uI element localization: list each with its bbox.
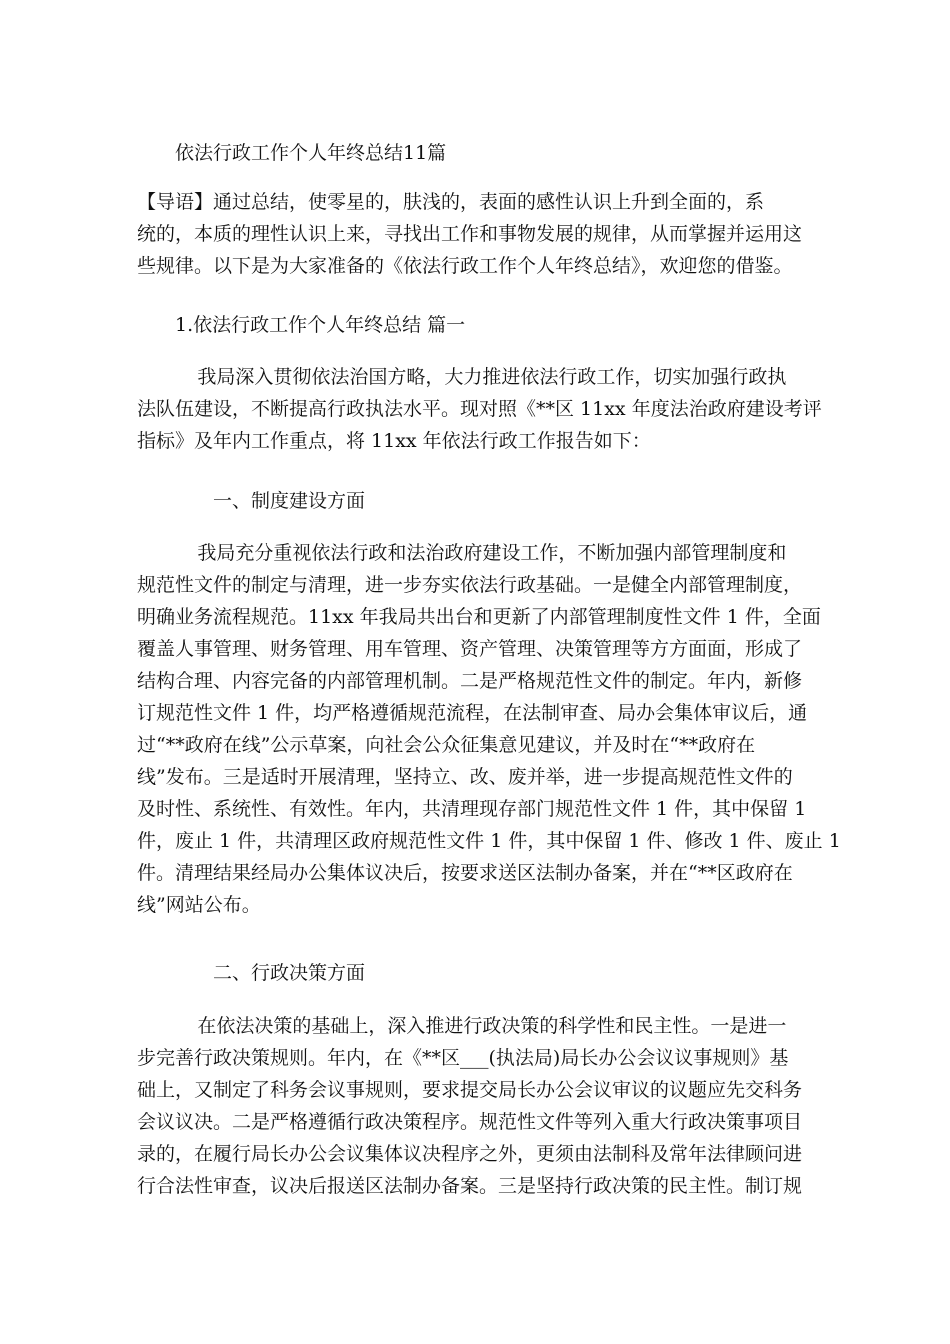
intro-paragraph xyxy=(137,186,857,282)
text-line: 会议议决。二是严格遵循行政决策程序。规范性文件等列入重大行政决策事项目 xyxy=(137,1111,803,1133)
body-paragraph-2 xyxy=(137,537,857,921)
text-line: 结构合理、内容完备的内部管理机制。二是严格规范性文件的制定。年内，新修 xyxy=(137,670,803,692)
section-heading-2: 二、行政决策方面 xyxy=(213,962,366,984)
text-line: 规范性文件的制定与清理，进一步夯实依法行政基础。一是健全内部管理制度， xyxy=(137,574,803,596)
text-line: 件。清理结果经局办公集体议决后，按要求送区法制办备案，并在“**区政府在 xyxy=(137,862,793,884)
text-line: 订规范性文件 1 件，均严格遵循规范流程，在法制审查、局办会集体审议后，通 xyxy=(137,702,808,724)
body-paragraph-3 xyxy=(137,1010,857,1202)
text-line: 法队伍建设，不断提高行政执法水平。现对照《**区 11xx 年度法治政府建设考评 xyxy=(137,398,822,420)
text-line: 线”发布。三是适时开展清理，坚持立、改、废并举，进一步提高规范性文件的 xyxy=(137,766,793,788)
text-line: 覆盖人事管理、财务管理、用车管理、资产管理、决策管理等方方面面，形成了 xyxy=(137,638,803,660)
text-line: 统的，本质的理性认识上来，寻找出工作和事物发展的规律，从而掌握并运用这 xyxy=(137,223,803,245)
text-line: 【导语】通过总结，使零星的，肤浅的，表面的感性认识上升到全面的，系 xyxy=(137,191,765,213)
text-line: 录的，在履行局长办公会议集体议决程序之外，更须由法制科及常年法律顾问进 xyxy=(137,1143,803,1165)
text-line: 及时性、系统性、有效性。年内，共清理现存部门规范性文件 1 件，其中保留 1 xyxy=(137,798,807,820)
text-line: 我局充分重视依法行政和法治政府建设工作，不断加强内部管理制度和 xyxy=(137,542,787,564)
text-line: 明确业务流程规范。11xx 年我局共出台和更新了内部管理制度性文件 1 件，全面 xyxy=(137,606,821,628)
text-line: 础上，又制定了科务会议事规则，要求提交局长办公会议审议的议题应先交科务 xyxy=(137,1079,803,1101)
text-line: 行合法性审查，议决后报送区法制办备案。三是坚持行政决策的民主性。制订规 xyxy=(137,1175,803,1197)
text-line: 我局深入贯彻依法治国方略，大力推进依法行政工作，切实加强行政执 xyxy=(137,366,787,388)
text-line: 过“**政府在线”公示草案，向社会公众征集意见建议，并及时在“**政府在 xyxy=(137,734,756,756)
text-line: 件，废止 1 件，共清理区政府规范性文件 1 件，其中保留 1 件、修改 1 件、废止 1 xyxy=(137,830,841,852)
article-heading: 1.依法行政工作个人年终总结 篇一 xyxy=(175,314,466,336)
body-paragraph-1 xyxy=(137,361,857,457)
section-heading-1: 一、制度建设方面 xyxy=(213,490,366,512)
text-line: 在依法决策的基础上，深入推进行政决策的科学性和民主性。一是进一 xyxy=(137,1015,787,1037)
text-line: 些规律。以下是为大家准备的《依法行政工作个人年终总结》，欢迎您的借鉴。 xyxy=(137,255,793,277)
text-line: 指标》及年内工作重点，将 11xx 年依法行政工作报告如下： xyxy=(137,430,651,452)
text-line: 步完善行政决策规则。年内，在《**区___(执法局)局长办公会议议事规则》基 xyxy=(137,1047,789,1069)
document-title: 依法行政工作个人年终总结11篇 xyxy=(175,142,447,164)
text-line: 线”网站公布。 xyxy=(137,894,261,916)
